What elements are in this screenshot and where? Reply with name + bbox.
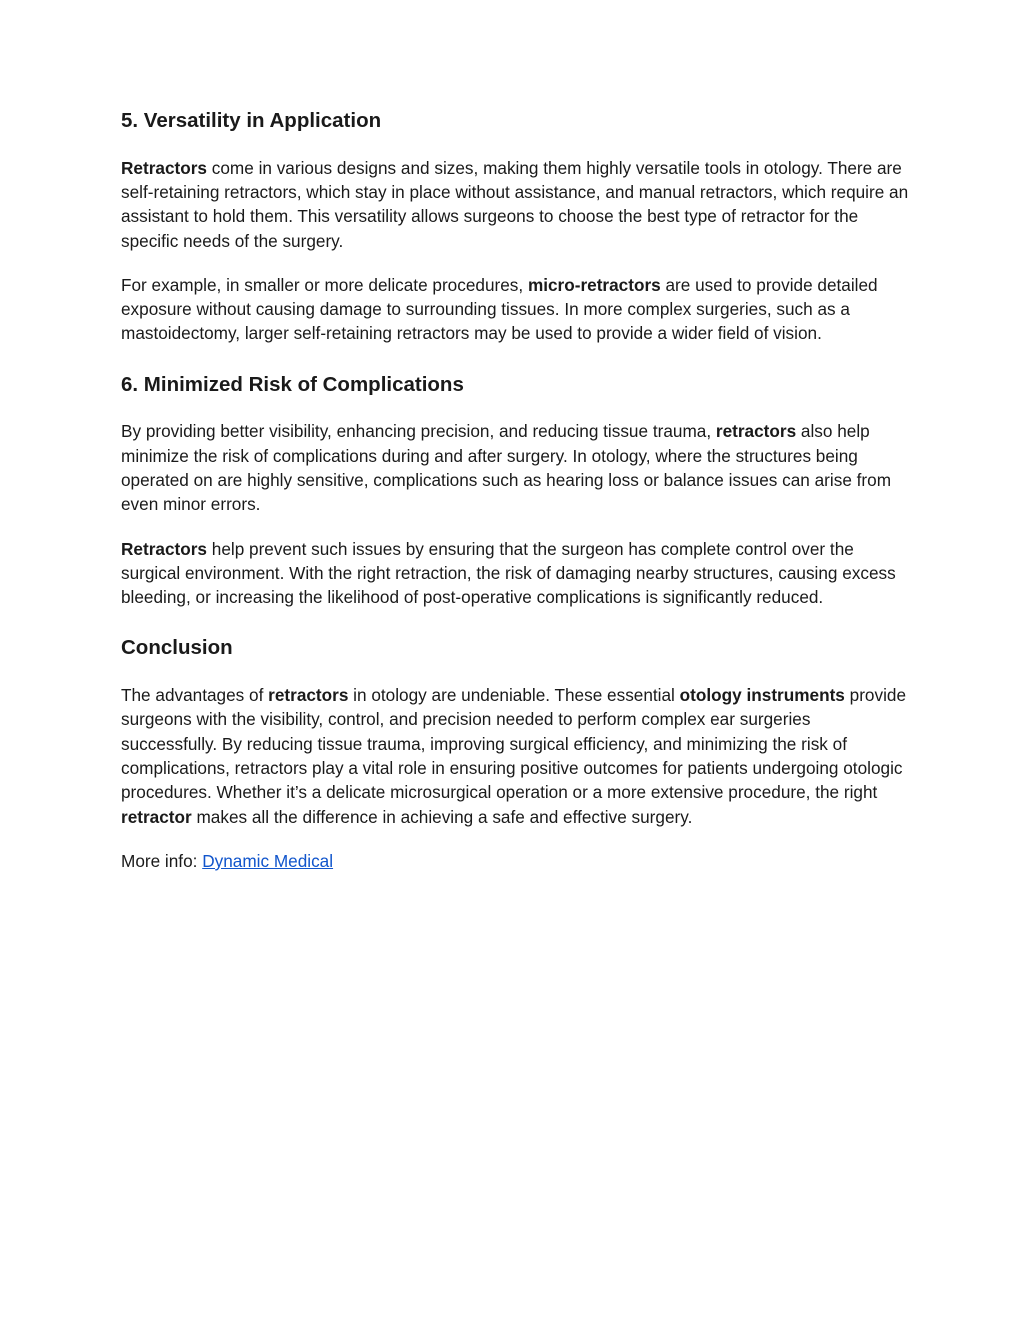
section-heading-conclusion: Conclusion [121, 636, 233, 660]
paragraph-complications-1 [121, 419, 911, 516]
bold-term: otology instruments [679, 685, 845, 706]
section-heading-versatility: 5. Versatility in Application [121, 109, 382, 132]
paragraph-complications-2 [121, 537, 911, 610]
paragraph-text: makes all the difference in achieving a safe and effective surgery. [191, 806, 693, 827]
section-heading-complications: 6. Minimized Risk of Complications [121, 372, 464, 396]
document-page [121, 108, 911, 873]
bold-term: retractors [715, 421, 797, 442]
paragraph-text: help prevent such issues by ensuring that the surgeon has complete control over the surgical environment. With the right retraction, the risk of damaging nearby structures, causing excess bleeding, or increasing the likelihood of post-operative complications is significantly reduced. [121, 538, 896, 608]
paragraph-text: come in various designs and sizes, making them highly versatile tools in otology. There are self-retaining retractors, which stay in place without assistance, and manual retractors, which require an assistant to hold them. This versatility allows surgeons to choose the best type of retractor for the specific needs of the surgery. [121, 157, 909, 251]
paragraph-conclusion [121, 683, 911, 829]
bold-term: Retractors [121, 157, 207, 178]
dynamic-medical-link[interactable]: Dynamic Medical [202, 850, 334, 871]
more-info-line [121, 849, 911, 873]
bold-term: retractor [121, 806, 192, 827]
paragraph-text: also help minimize the risk of complications during and after surgery. In otology, where the structures being operated on are highly sensitive, complications such as hearing loss or balance issues can arise from even minor errors. [121, 421, 892, 515]
paragraph-text: By providing better visibility, enhancing precision, and reducing tissue trauma, [121, 421, 716, 442]
more-info-label: More info: [121, 850, 203, 871]
paragraph-text: are used to provide detailed exposure without causing damage to surrounding tissues. In more complex surgeries, such as a mastoidectomy, larger self-retaining retractors may be used to provide a wider field of vision. [121, 274, 878, 344]
paragraph-text: The advantages of [121, 685, 269, 706]
paragraph-versatility-1 [121, 156, 911, 253]
paragraph-text: in otology are undeniable. These essential [348, 685, 680, 706]
bold-term: Retractors [121, 538, 207, 559]
paragraph-text: For example, in smaller or more delicate procedures, [121, 274, 528, 295]
paragraph-versatility-2 [121, 273, 911, 346]
bold-term: retractors [268, 685, 349, 706]
paragraph-text: provide surgeons with the visibility, control, and precision needed to perform complex ear surgeries successfully. By reducing tissue trauma, improving surgical efficiency, and minimizing the risk of complications, retractors play a vital role in ensuring positive outcomes for patients undergoing otologic procedures. Whether it’s a delicate microsurgical operation or a more extensive procedure, the right [121, 685, 907, 803]
bold-term: micro-retractors [527, 274, 661, 295]
